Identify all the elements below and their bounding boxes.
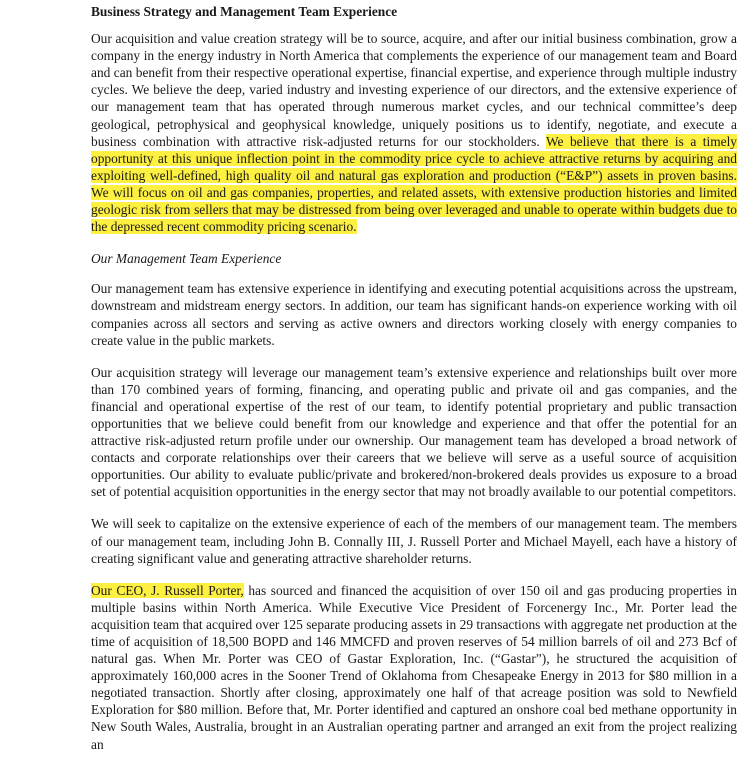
highlighted-text: Our CEO, J. Russell Porter,	[91, 582, 244, 598]
paragraph-text: has sourced and financed the acquisition of over 150 oil and gas producing properties in multiple basins within North America. While Executive Vice President of Forcenergy Inc., Mr. Porter lead the acquisition team that acquired over 125 separate producing assets in 29 transactions with aggregate net production at the time of acquisition of 18,500 BOPD and 146 MMCFD and proven reserves of 54 million barrels of oil and 273 Bcf of natural gas. When Mr. Porter was CEO of Gastar Exploration, Inc. (“Gastar”), he structured the acquisition of approximately 160,000 acres in the Sooner Trend of Oklahoma from Chesapeake Energy in 2013 for $80 million in a negotiated transaction. Shortly after closing, approximately one half of that acreage position was sold to Newfield Exploration for $80 million. Before that, Mr. Porter identified and captured an onshore coal bed methane opportunity in New South Wales, Australia, brought in an Australian operating partner and arranged an exit from the project realizing an	[91, 582, 738, 752]
paragraph-ceo	[91, 582, 737, 753]
subsection-heading: Our Management Team Experience	[91, 251, 282, 267]
paragraph-team-experience: Our management team has extensive experience in identifying and executing potential acquisitions across the upstream, downstream and midstream energy sectors. In addition, our team has significant hands-on experience working with oil companies across all sectors and serving as active owners and directors working closely with energy companies to create value in the public markets.	[91, 281, 737, 348]
highlighted-text: We believe that there is a timely opportunity at this unique inflection point in the commodity price cycle to achieve attractive returns by acquiring and exploiting well-defined, high quality oil and natural gas exploration and production (“E&P”) assets in proven basins. We will focus on oil and gas companies, properties, and related assets, with extensive production histories and limited geologic risk from sellers that may be distressed from being over leveraged and unable to operate within budgets due to the depressed recent commodity pricing scenario.	[91, 133, 737, 235]
paragraph-strategy	[91, 30, 737, 235]
document-page	[91, 0, 737, 768]
paragraph-text: Our acquisition and value creation strategy will be to source, acquire, and after our initial business combination, grow a company in the energy industry in North America that complements the experience of our management team and Board and can benefit from their respective operational expertise, financial expertise, and experience through multiple industry cycles. We believe the deep, varied industry and investing experience of our directors, and the extensive experience of our management team that has operated through numerous market cycles, and our technical committee’s deep geological, petrophysical and geophysical knowledge, uniquely positions us to identify, negotiate, and execute a business combination with attractive risk-adjusted returns for our stockholders.	[91, 31, 737, 149]
paragraph-acquisition-strategy: Our acquisition strategy will leverage our management team’s extensive experience and relationships built over more than 170 combined years of forming, financing, and operating public and private oil and gas companies, and the financial and operational expertise of the rest of our team, to identify potential proprietary and public transaction opportunities that we believe could benefit from our knowledge and experience and that offer the potential for an attractive risk-adjusted return profile under our ownership. Our management team has developed a broad network of contacts and corporate relationships over their careers that we believe will serve as a useful source of acquisition opportunities. Our ability to evaluate public/private and brokered/non-brokered deals provides us exposure to a broad set of potential acquisition opportunities in the energy sector that may not broadly available to our potential competitors.	[91, 364, 737, 500]
section-heading: Business Strategy and Management Team Experience	[91, 4, 398, 19]
paragraph-capitalize: We will seek to capitalize on the extensive experience of each of the members of our management team. The members of our management team, including John B. Connally III, J. Russell Porter and Michael Mayell, each have a history of creating significant value and generating attractive shareholder returns.	[91, 516, 737, 566]
